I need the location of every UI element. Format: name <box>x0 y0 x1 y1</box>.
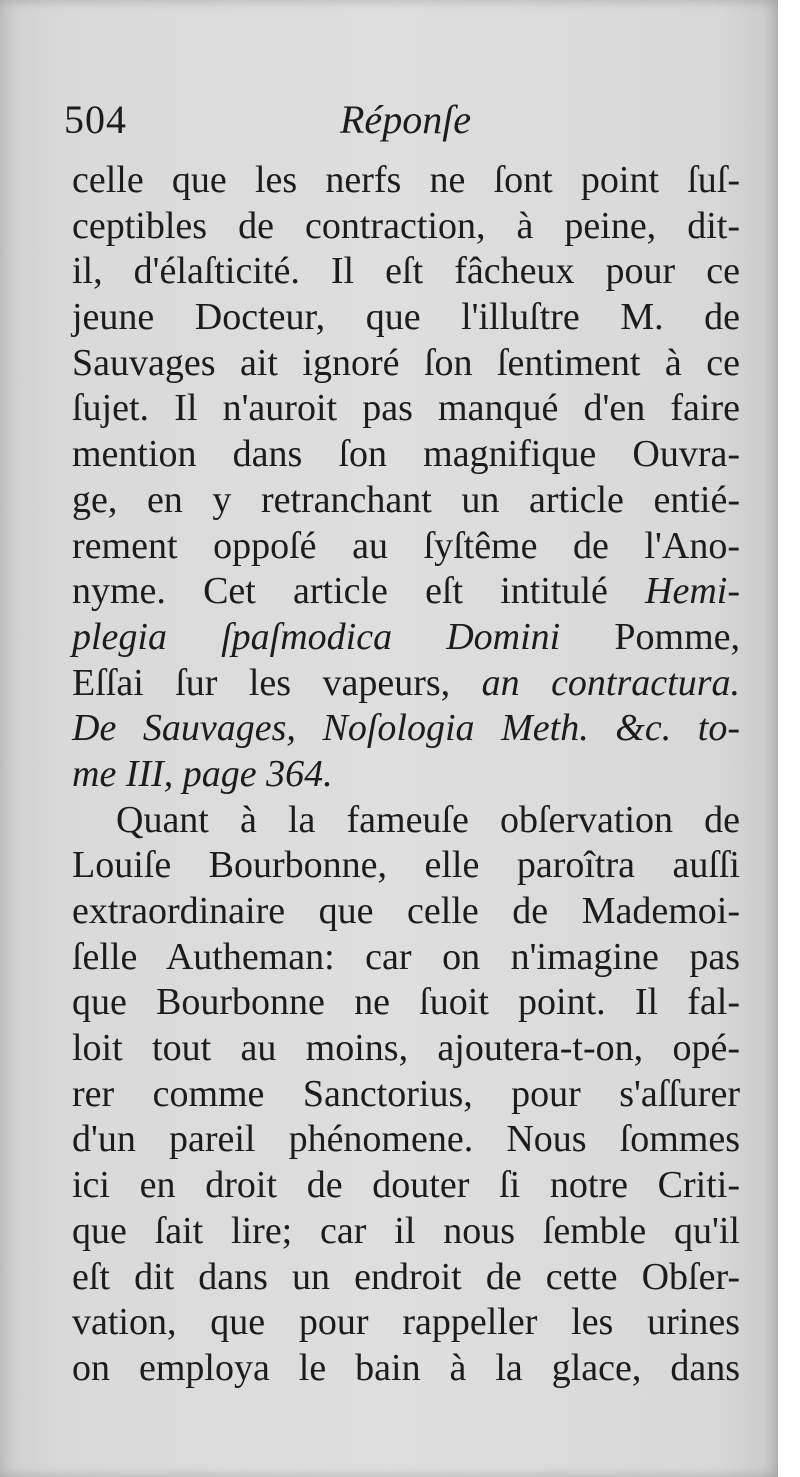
text-line: De Sauvages, Noſologia Meth. &c. to- <box>72 707 740 750</box>
text-line: jeune Docteur, que l'illuſtre M. de <box>72 296 740 339</box>
scan-edge <box>778 0 800 1477</box>
italic-segment: Hemi- <box>645 570 740 613</box>
text-line: extraordinaire que celle de Mademoi- <box>72 890 740 932</box>
text-line: que ſait lire; car il nous ſemble qu'il <box>72 1209 740 1252</box>
body-text <box>72 158 740 1392</box>
line-segment: Pomme, <box>614 615 740 658</box>
text-line: eſt dit dans un endroit de cette Obſer- <box>72 1255 740 1298</box>
line-segment: nyme. Cet article eſt intitulé <box>72 570 608 613</box>
line-segment: Eſſai ſur les vapeurs, <box>72 661 451 704</box>
italic-segment: an contractura. <box>481 661 740 704</box>
page-header <box>60 96 720 152</box>
text-line: ge, en y retranchant un article entié- <box>72 478 740 521</box>
text-line: celle que les nerfs ne ſont point ſuſ- <box>72 159 740 201</box>
text-line: il, d'élaſticité. Il eſt fâcheux pour ce <box>72 250 740 293</box>
running-title: Réponſe <box>340 97 472 142</box>
text-line: rer comme Sanctorius, pour s'aſſurer <box>72 1072 740 1115</box>
text-line <box>72 569 740 615</box>
text-line: Quant à la fameuſe obſervation de <box>116 798 740 841</box>
text-line: me III, page 364. <box>72 752 333 795</box>
text-line <box>72 661 740 707</box>
text-line: d'un pareil phénomene. Nous ſommes <box>72 1118 740 1161</box>
text-line: mention dans ſon magnifique Ouvra- <box>72 433 740 476</box>
text-line <box>72 615 740 661</box>
text-line: Louiſe Bourbonne, elle paroîtra auſſi <box>72 844 740 887</box>
text-line: Sauvages ait ignoré ſon ſentiment à ce <box>72 341 740 384</box>
text-line: ſelle Autheman: car on n'imagine pas <box>72 935 740 978</box>
text-line: ceptibles de contraction, à peine, dit- <box>72 204 740 247</box>
text-line: loit tout au moins, ajoutera-t-on, opé- <box>72 1027 740 1070</box>
page-number: 504 <box>64 97 127 142</box>
text-line: ſujet. Il n'auroit pas manqué d'en faire <box>72 387 740 430</box>
text-line: ici en droit de douter ſi notre Criti- <box>72 1164 740 1207</box>
italic-segment: plegia ſpaſmodica Domini <box>72 615 561 658</box>
text-line: rement oppoſé au ſyſtême de l'Ano- <box>72 524 740 567</box>
text-line: on employa le bain à la glace, dans <box>72 1346 740 1389</box>
text-line: que Bourbonne ne ſuoit point. Il fal- <box>72 981 740 1024</box>
text-line: vation, que pour rappeller les urines <box>72 1301 740 1344</box>
